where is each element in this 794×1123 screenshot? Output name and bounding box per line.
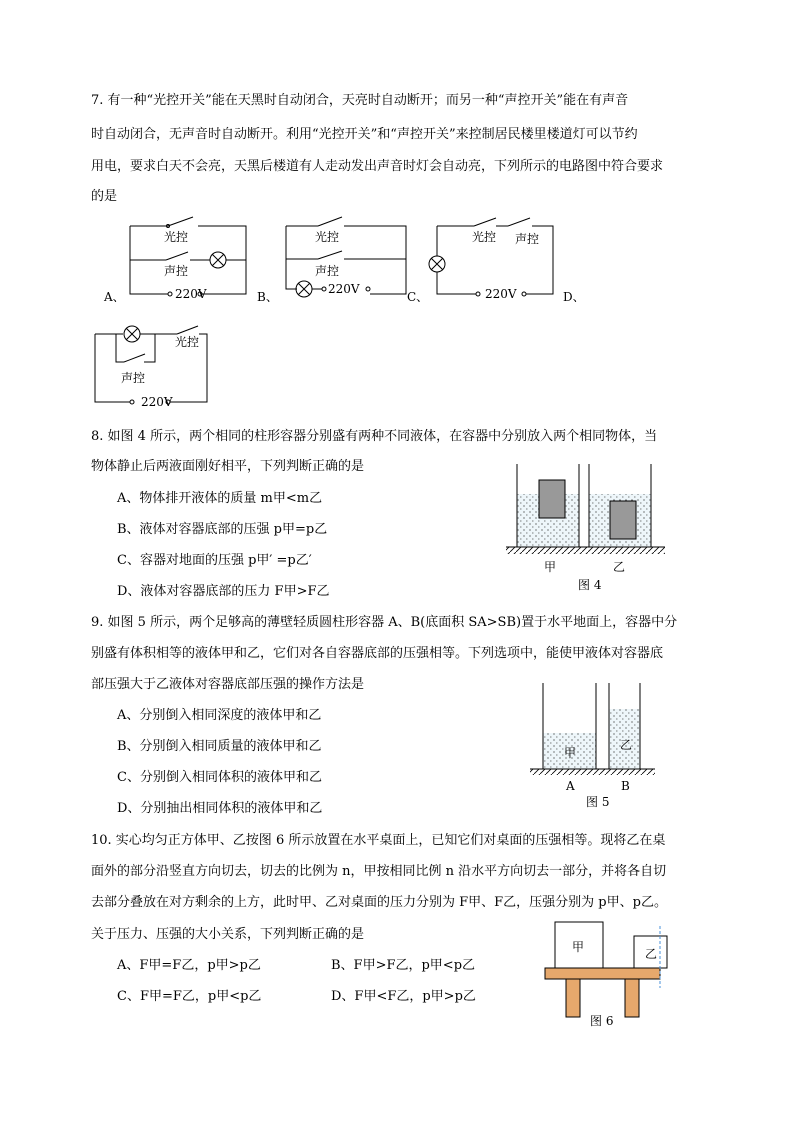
q10-line-4: 关于压力、压强的大小关系，下列判断正确的是 xyxy=(91,927,365,942)
fig5-liquid-b: 乙 xyxy=(620,738,633,752)
circuit-c-light-label: 光控 xyxy=(472,230,497,244)
circuit-b-sound-label: 声控 xyxy=(315,264,340,278)
fig5-liquid-a: 甲 xyxy=(564,746,577,760)
q7-line-4: 的是 xyxy=(91,189,118,204)
q7-option-d: D、 xyxy=(563,290,585,304)
q7-option-a: A、 xyxy=(104,290,125,304)
q7-line-2: 时自动闭合，无声音时自动断开。利用“光控开关”和“声控开关”来控制居民楼里楼道灯可以节约 xyxy=(91,127,638,142)
q10-option-a: A、F甲=F乙，p甲>p乙 xyxy=(117,958,261,973)
fig5-label-a: A xyxy=(566,779,575,793)
q10-option-b: B、F甲>F乙，p甲<p乙 xyxy=(331,958,476,973)
circuit-d-voltage: 220V xyxy=(141,395,173,409)
q10-option-d: D、F甲<F乙，p甲>p乙 xyxy=(331,989,476,1004)
q9-line-2: 别盛有体积相等的液体甲和乙，它们对各自容器底部的压强相等。下列选项中，能使甲液体对容器底 xyxy=(91,646,664,661)
fig6-caption: 图 6 xyxy=(590,1014,614,1028)
q10-option-c: C、F甲=F乙，p甲<p乙 xyxy=(117,989,262,1004)
q8-line-2: 物体静止后两液面刚好相平，下列判断正确的是 xyxy=(91,459,365,474)
q8-option-c: C、容器对地面的压强 p甲′ =p乙′ xyxy=(117,553,312,568)
q9-line-1: 9. 如图 5 所示，两个足够高的薄壁轻质圆柱形容器 A、B(底面积 SA>SB)置于水平地面上，容器中分 xyxy=(91,615,678,630)
circuit-a-sound-label: 声控 xyxy=(164,264,189,278)
circuit-c-sound-label: 声控 xyxy=(515,232,540,246)
fig6-cube-a: 甲 xyxy=(572,940,585,954)
circuit-a-voltage: 220V xyxy=(175,287,207,301)
q8-option-a: A、物体排开液体的质量 m甲<m乙 xyxy=(117,491,323,506)
fig5-caption: 图 5 xyxy=(586,795,610,809)
fig6-cube-b: 乙 xyxy=(645,947,658,961)
circuit-d-sound-label: 声控 xyxy=(121,371,146,385)
q9-option-b: B、分别倒入相同质量的液体甲和乙 xyxy=(117,739,322,754)
fig4-label-b: 乙 xyxy=(613,560,626,574)
q8-option-b: B、液体对容器底部的压强 p甲=p乙 xyxy=(117,522,328,537)
q10-line-2: 面外的部分沿竖直方向切去，切去的比例为 n，甲按相同比例 n 沿水平方向切去一部分，并将各自切 xyxy=(91,864,667,879)
q10-line-1: 10. 实心均匀正方体甲、乙按图 6 所示放置在水平桌面上，已知它们对桌面的压强相等。现将乙在桌 xyxy=(91,833,666,848)
q8-option-d: D、液体对容器底部的压力 F甲>F乙 xyxy=(117,584,330,599)
circuit-d-light-label: 光控 xyxy=(175,335,200,349)
q9-option-d: D、分别抽出相同体积的液体甲和乙 xyxy=(117,801,323,816)
q9-option-c: C、分别倒入相同体积的液体甲和乙 xyxy=(117,770,322,785)
q7-line-1: 7. 有一种“光控开关”能在天黑时自动闭合，天亮时自动断开；而另一种“声控开关”能在有声音 xyxy=(91,93,629,108)
circuit-b-light-label: 光控 xyxy=(315,230,340,244)
q10-line-3: 去部分叠放在对方剩余的上方，此时甲、乙对桌面的压力分别为 F甲、F乙，压强分别为 p甲、p乙。 xyxy=(91,895,667,910)
circuit-c-voltage: 220V xyxy=(485,287,517,301)
q7-option-b: B、 xyxy=(257,290,278,304)
fig5-label-b: B xyxy=(621,779,630,793)
q9-option-a: A、分别倒入相同深度的液体甲和乙 xyxy=(117,708,322,723)
circuit-a-light-label: 光控 xyxy=(164,230,189,244)
fig4-caption: 图 4 xyxy=(578,578,602,592)
q7-line-3: 用电，要求白天不会亮，天黑后楼道有人走动发出声音时灯会自动亮，下列所示的电路图中符合要求 xyxy=(91,159,664,174)
q7-option-c: C、 xyxy=(407,290,429,304)
q8-line-1: 8. 如图 4 所示，两个相同的柱形容器分别盛有两种不同液体，在容器中分别放入两个相同物体，当 xyxy=(91,429,658,444)
q9-line-3: 部压强大于乙液体对容器底部压强的操作方法是 xyxy=(91,677,365,692)
circuit-b-voltage: 220V xyxy=(328,282,360,296)
fig4-label-a: 甲 xyxy=(544,560,557,574)
